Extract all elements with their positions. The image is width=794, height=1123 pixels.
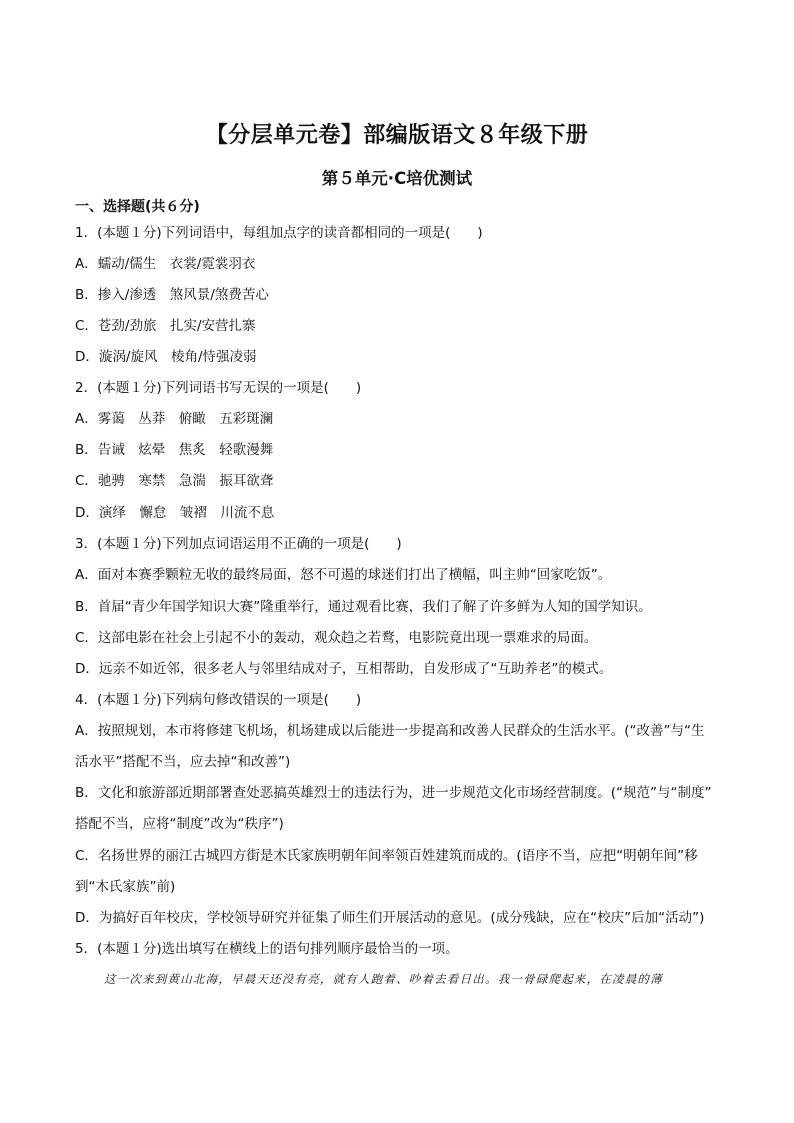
question-4-option-b-cont: 搭配不当，应将“制度”改为“秩序”) [75,816,284,832]
question-3-option-c: C．这部电影在社会上引起不小的轰动，观众趋之若鹜，电影院竟出现一票难求的局面。 [75,630,598,646]
question-3-option-d: D．远亲不如近邻，很多老人与邻里结成对子，互相帮助，自发形成了“互助养老”的模式。 [75,661,613,677]
question-4-option-a: A．按照规划，本市将修建飞机场，机场建成以后能进一步提高和改善人民群众的生活水平。(“改善”与“生 [75,723,705,739]
question-2-option-c: C．驰骋 寒禁 急湍 振耳欲聋 [75,473,274,489]
question-1-option-a: A．蠕动/儒生 衣裳/霓裳羽衣 [75,256,256,272]
question-3-option-b: B．首届“青少年国学知识大赛”隆重举行，通过观看比赛，我们了解了许多鲜为人知的国学知识。 [75,599,652,615]
question-1-option-c: C．苍劲/劲旅 扎实/安营扎寨 [75,318,256,334]
question-4-option-d: D．为搞好百年校庆，学校领导研究并征集了师生们开展活动的意见。(成分残缺，应在“校庆”后加“活动”) [75,910,705,926]
question-2-option-d: D．演绎 懈怠 皱褶 川流不息 [75,505,275,521]
reading-passage: 这一次来到黄山北海，早晨天还没有亮，就有人跑着、吵着去看日出。我一骨碌爬起来，在凌晨的薄 [104,972,663,986]
question-1-option-b: B．掺入/渗透 煞风景/煞费苦心 [75,287,269,303]
question-1-option-d: D．漩涡/旋风 棱角/恃强凌弱 [75,349,257,365]
section-heading: 一、选择题(共６分) [75,199,200,215]
question-4-option-b: B．文化和旅游部近期部署查处恶搞英雄烈士的违法行为，进一步规范文化市场经营制度。(“规范”与“制度” [75,785,712,801]
question-4-option-c: C．名扬世界的丽江古城四方街是木氏家族明朝年间率领百姓建筑而成的。(语序不当，应把“明朝年间”移 [75,848,698,864]
question-3-option-a: A．面对本赛季颗粒无收的最终局面，怒不可遏的球迷们打出了横幅，叫主帅“回家吃饭”。 [75,567,612,583]
question-2-option-a: A．雾蔼 丛莽 俯瞰 五彩斑澜 [75,411,274,427]
page-title: 【分层单元卷】部编版语文８年级下册 [205,123,589,148]
question-4-option-c-cont: 到“木氏家族”前) [75,879,176,895]
question-2-option-b: B．告诫 炫晕 焦炙 轻歌漫舞 [75,442,274,458]
question-4-stem: 4．(本题１分)下列病句修改错误的一项是( ) [75,692,362,708]
question-1-stem: 1．(本题１分)下列词语中，每组加点字的读音都相同的一项是( ) [75,225,483,241]
question-4-option-a-cont: 活水平”搭配不当，应去掉“和改善”) [75,754,291,770]
question-5-stem: 5．(本题１分)选出填写在横线上的语句排列顺序最恰当的一项。 [75,941,459,957]
question-2-stem: 2．(本题１分)下列词语书写无误的一项是( ) [75,380,362,396]
question-3-stem: 3．(本题１分)下列加点词语运用不正确的一项是( ) [75,536,402,552]
page-subtitle: 第５单元·C培优测试 [321,169,473,188]
